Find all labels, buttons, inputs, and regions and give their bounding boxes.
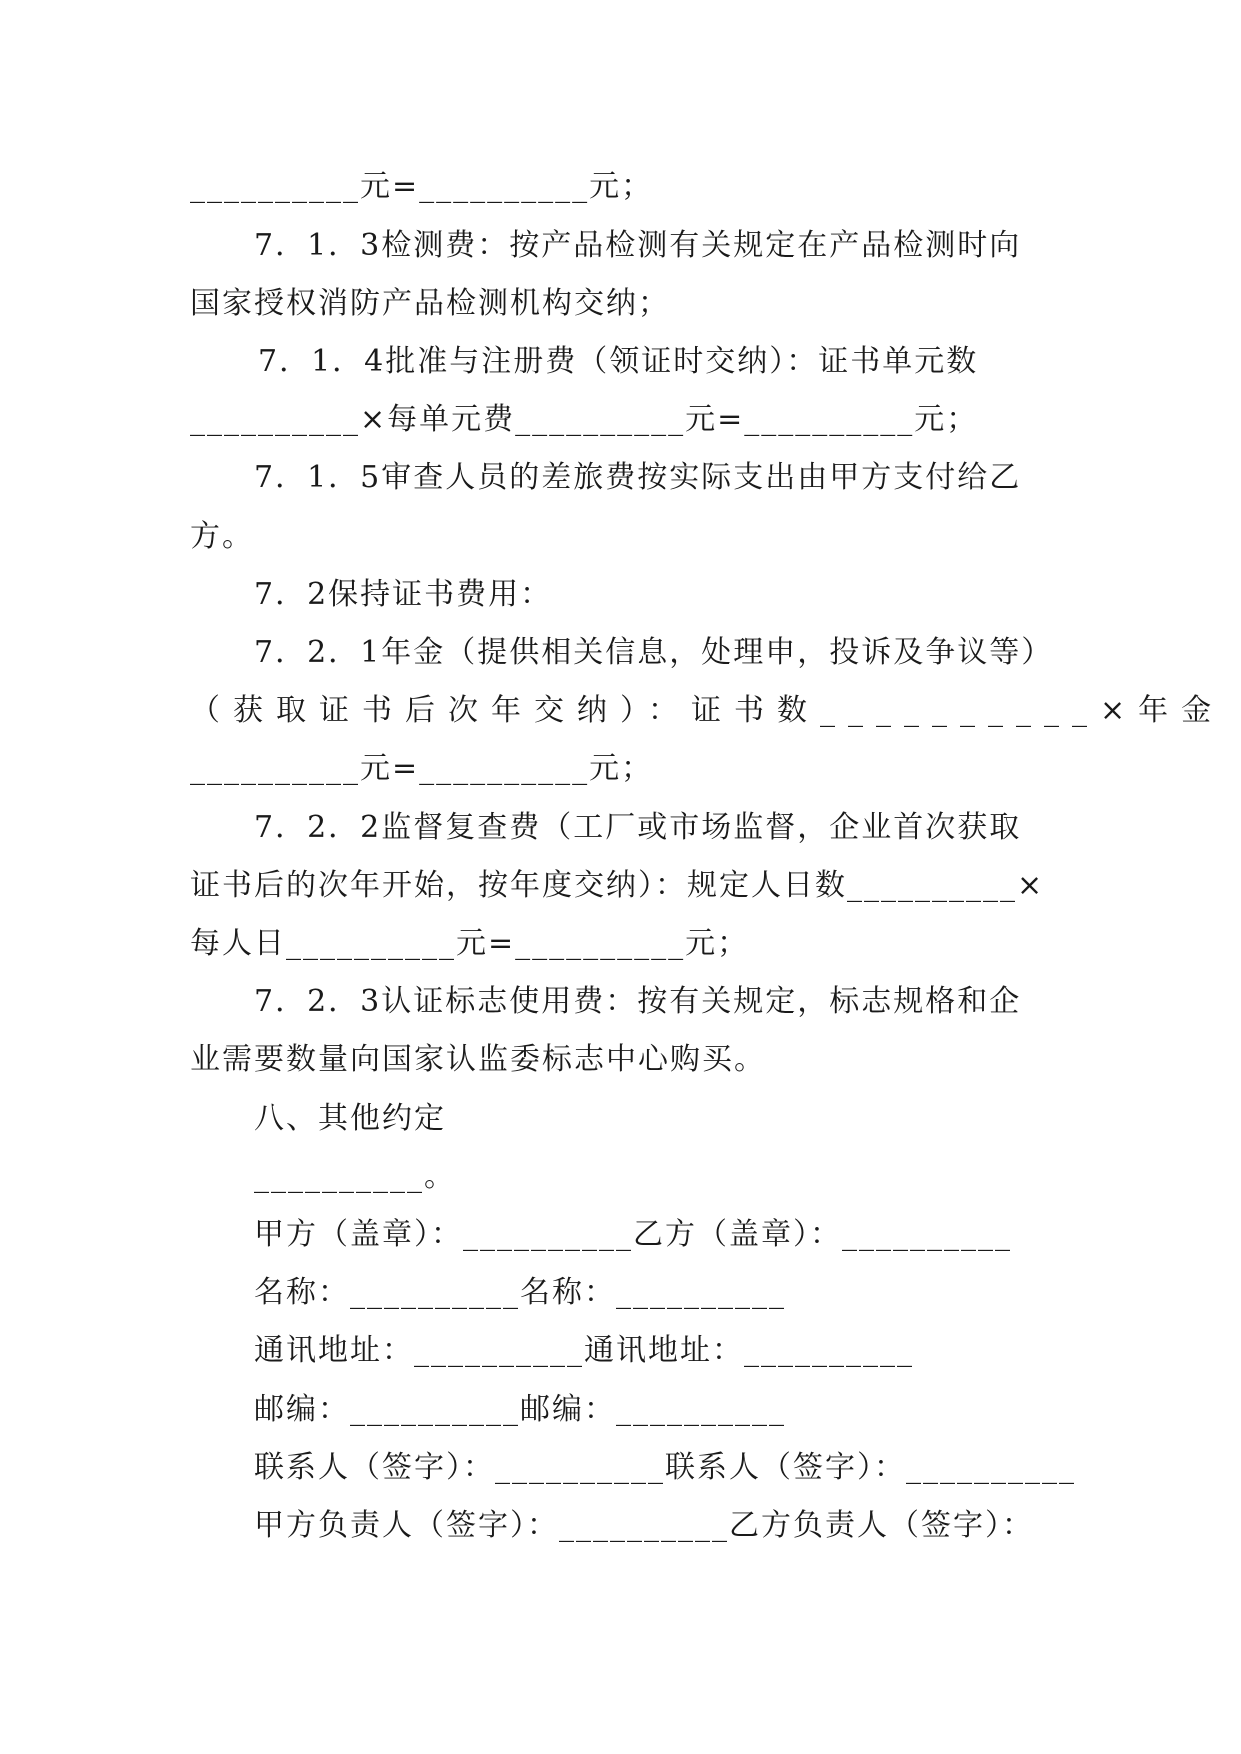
clause-7-1-5-line-1: 7．1．5审查人员的差旅费按实际支出由甲方支付给乙 [254,460,1022,495]
other-agreement-blank: __________。 [254,1159,456,1194]
signature-postcode-line: 邮编：__________邮编：__________ [254,1392,786,1427]
clause-7-2-1-line-1: 7．2．1年金（提供相关信息，处理申，投诉及争议等） [254,635,1054,670]
fee-formula-line: __________元=__________元； [190,169,654,204]
clause-7-2-2-line-2: 证书后的次年开始，按年度交纳）：规定人日数__________× [190,868,1045,903]
clause-7-1-3-line-2: 国家授权消防产品检测机构交纳； [190,286,670,321]
clause-7-2-3-line-1: 7．2．3认证标志使用费：按有关规定，标志规格和企 [254,984,1022,1019]
clause-7-2-2-line-1: 7．2．2监督复查费（工厂或市场监督，企业首次获取 [254,810,1022,845]
signature-contact-line: 联系人（签字）：__________联系人（签字）：__________ [254,1450,1076,1485]
clause-7-2-heading: 7．2保持证书费用： [254,577,553,612]
signature-name-line: 名称：__________名称：__________ [254,1275,786,1310]
clause-7-2-2-line-3: 每人日__________元=__________元； [190,926,750,961]
clause-7-1-4-line-1: 7．1．4批准与注册费（领证时交纳）：证书单元数 [258,344,979,379]
clause-7-2-1-line-2: （获取证书后次年交纳）：证书数__________×年金 [190,693,1225,728]
signature-seal-line: 甲方（盖章）：__________乙方（盖章）：__________ [254,1217,1012,1252]
clause-7-1-4-line-2: __________×每单元费__________元=__________元； [190,402,979,437]
section-8-heading: 八、其他约定 [254,1101,446,1136]
signature-address-line: 通讯地址：__________通讯地址：__________ [254,1333,914,1368]
signature-responsible-line: 甲方负责人（签字）：__________乙方负责人（签字）： [254,1508,1034,1543]
clause-7-1-3-line-1: 7．1．3检测费：按产品检测有关规定在产品检测时向 [254,228,1022,263]
clause-7-1-5-line-2: 方。 [190,519,254,554]
clause-7-2-3-line-2: 业需要数量向国家认监委标志中心购买。 [190,1042,766,1077]
clause-7-2-1-line-3: __________元=__________元； [190,751,654,786]
